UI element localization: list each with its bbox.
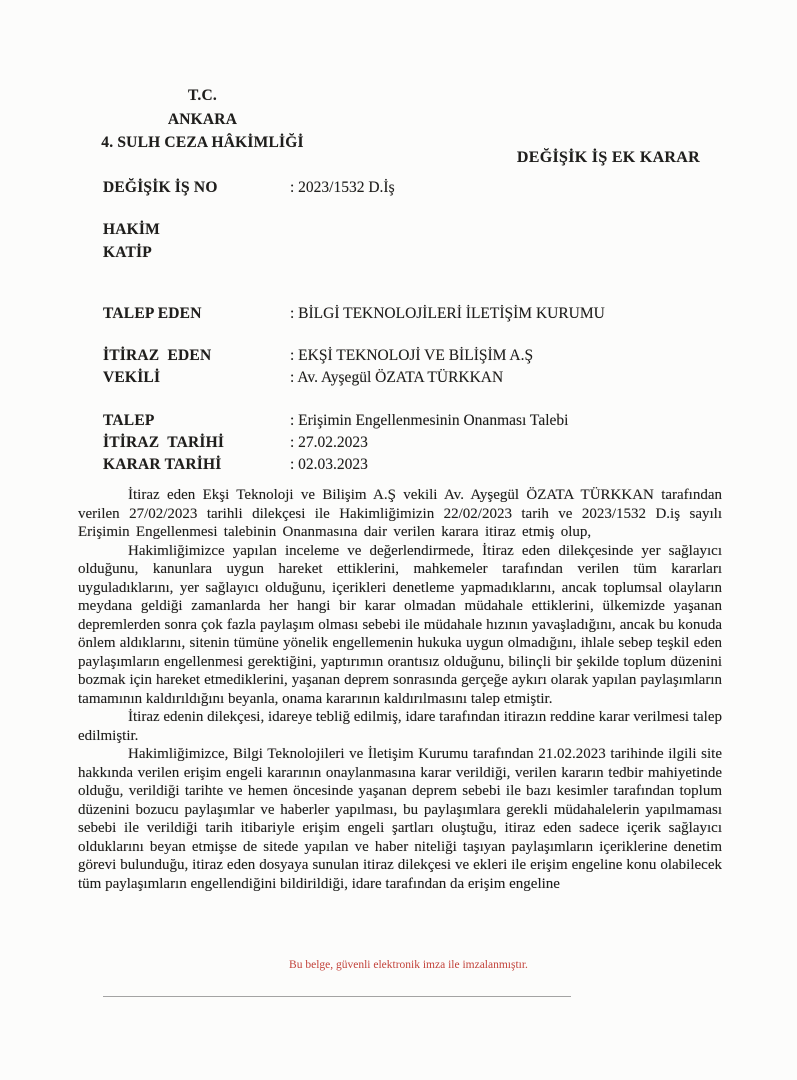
body-paragraph-3: İtiraz edenin dilekçesi, idareye tebliğ edilmiş, idare tarafından itirazın reddine karar verilmesi talep edilmiştir.	[78, 709, 722, 744]
field-row-judge	[103, 220, 290, 240]
field-value: : Av. Ayşegül ÖZATA TÜRKKAN	[290, 369, 504, 386]
field-label: TALEP EDEN	[103, 305, 202, 322]
header-court-name: 4. SULH CEZA HÂKİMLİĞİ	[101, 134, 304, 151]
field-value: : EKŞİ TEKNOLOJİ VE BİLİŞİM A.Ş	[290, 347, 534, 364]
body-paragraph-1: İtiraz eden Ekşi Teknoloji ve Bilişim A.Ş vekili Av. Ayşegül ÖZATA TÜRKKAN tarafından verilen 27/02/2023 tarihli dilekçesi ile Hakimliğimizin 22/02/2023 tarih ve 2023/1532 D.iş sayılı Erişimin Engellenmesi talebinin Onanmasına dair verilen karara itiraz etmiş olup,	[78, 487, 722, 540]
field-row-objection-date	[103, 433, 368, 453]
field-row-case-number	[103, 178, 395, 198]
field-value: : 27.02.2023	[290, 434, 368, 451]
body-paragraph-2: Hakimliğimizce yapılan inceleme ve değerlendirmede, İtiraz eden dilekçesinde yer sağlayıcı olduğunu, kanunlara uygun hareket ettiklerini, mahkemeler tarafından verilen tüm kararları uyguladıklarını, yer sağlayıcı olduğunu, içerikleri denetleme yapmadıklarını, ancak toplumsal olayların meydana geldiği zamanlarda her hangi bir karar olmadan müdahale ettiklerini, ülkemizde yaşanan depremlerden sonra çok fazla paylaşım olması sebebi ile müdahale hızının yavaşladığını, ancak bu konuda önlem aldıklarını, sitenin tümüne yönelik engellemenin hukuka uygun olmadığını, ihlale sebep teşkil eden paylaşımların engellenmesi gerektiğini, yaptırımın orantısız olduğunu, bilinçli bir şekilde toplum düzenini bozmak için hareket etmediklerini, yaşanan deprem sonrasında gerçeğe aykırı olarak yapılan paylaşımların tamamının kaldırıldığını beyanla, onama kararının kaldırılmasını talep etmiştir.	[78, 542, 722, 707]
esignature-note: Bu belge, güvenli elektronik imza ile imzalanmıştır.	[289, 959, 528, 971]
field-label: HAKİM	[103, 221, 160, 238]
field-label: İTİRAZ TARİHİ	[103, 434, 225, 451]
field-value: : 02.03.2023	[290, 456, 368, 473]
header-city: ANKARA	[167, 110, 238, 128]
decision-body	[78, 486, 722, 893]
field-value: : BİLGİ TEKNOLOJİLERİ İLETİŞİM KURUMU	[290, 305, 605, 322]
field-label: KATİP	[103, 244, 152, 261]
field-label: İTİRAZ EDEN	[103, 347, 212, 364]
court-header	[100, 84, 305, 155]
header-republic: T.C.	[188, 87, 217, 104]
field-row-requesting-party	[103, 304, 605, 324]
field-label: VEKİLİ	[103, 369, 161, 386]
field-row-clerk	[103, 243, 290, 263]
field-value: : 2023/1532 D.İş	[290, 179, 395, 196]
field-row-attorney	[103, 368, 503, 388]
field-row-decision-date	[103, 455, 368, 475]
field-label: TALEP	[103, 412, 155, 429]
field-label: KARAR TARİHİ	[103, 456, 222, 473]
body-paragraph-4: Hakimliğimizce, Bilgi Teknolojileri ve İletişim Kurumu tarafından 21.02.2023 tarihinde ilgili site hakkında verilen erişim engeli kararının onaylanmasına karar verildiği, verilen kararın tedbir mahiyetinde olduğu, verildiği tarihte ve hemen öncesinde yaşanan deprem sebebi ile bazı kesimler tarafından toplum düzenini bozucu paylaşımlar ve haberler yapılması, bu paylaşımlara gerekli müdahalelerin yapılmaması sebebi ile verildiği tarih itibariyle erişim engeli şartları oluştuğu, itiraz eden sadece içerik sağlayıcı olduklarını beyan etmişse de sitede yapılan ve haber niteliği taşıyan paylaşımların içeriklerine denetim görevi bulunduğu, itiraz eden dosyaya sunulan itiraz dilekçesi ve ekleri ile erişim engeline konu olabilecek tüm paylaşımların engellendiğini bildirildiği, idare tarafından da erişim engeline	[78, 746, 722, 892]
field-value: : Erişimin Engellenmesinin Onanması Talebi	[290, 412, 569, 429]
decision-type-title: DEĞİŞİK İŞ EK KARAR	[516, 149, 700, 166]
field-label: DEĞİŞİK İŞ NO	[103, 179, 218, 196]
field-row-objecting-party	[103, 346, 533, 366]
footer-separator	[103, 996, 571, 997]
field-row-request	[103, 411, 568, 431]
